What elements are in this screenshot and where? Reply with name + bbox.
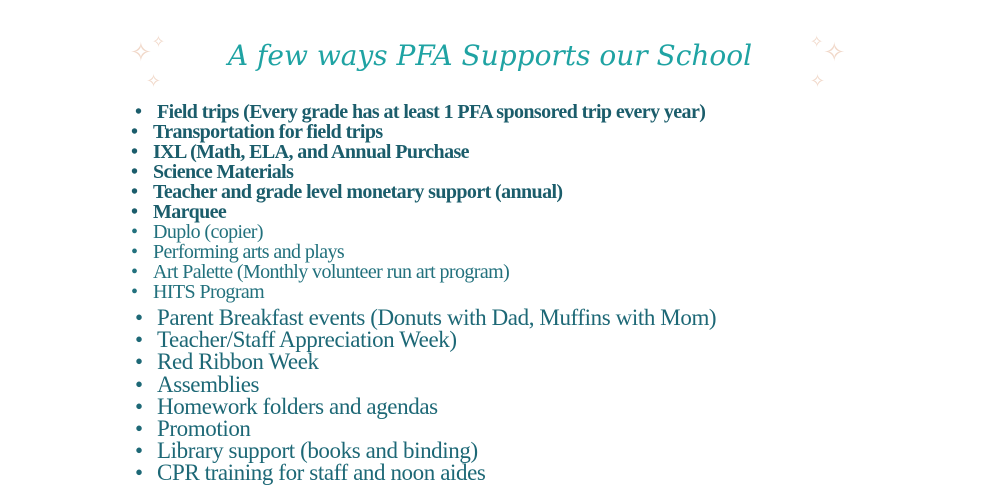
list-item: • Performing arts and plays xyxy=(153,242,701,262)
page-title: A few ways PFA Supports our School xyxy=(227,39,753,72)
list-item: • Transportation for field trips xyxy=(153,122,701,142)
list-item: • Art Palette (Monthly volunteer run art program) xyxy=(153,262,701,282)
sparkle-icon-right: ✧✧ ✧ xyxy=(810,34,846,91)
list-item: • Assemblies xyxy=(157,374,716,396)
support-list-2 xyxy=(157,307,716,485)
list-item: • Field trips (Every grade has at least 1 PFA sponsored trip every year) xyxy=(157,102,705,122)
support-list-1 xyxy=(153,101,706,303)
list-item: • CPR training for staff and noon aides xyxy=(157,462,716,484)
list-item: • Teacher and grade level monetary support (annual) xyxy=(153,182,701,202)
sparkle-icon-left: ✧✧ ✧ xyxy=(130,34,166,91)
list-item: • Parent Breakfast events (Donuts with Dad, Muffins with Mom) xyxy=(157,307,716,329)
list-item: • Marquee xyxy=(153,202,701,222)
list-item: • Homework folders and agendas xyxy=(157,396,716,418)
list-item: • IXL (Math, ELA, and Annual Purchase xyxy=(153,142,701,162)
list-item: • Promotion xyxy=(157,418,716,440)
list-item: • Science Materials xyxy=(153,162,701,182)
list-item: • Duplo (copier) xyxy=(153,222,701,242)
list-item: • HITS Program xyxy=(153,282,701,302)
list-item: • Library support (books and binding) xyxy=(157,440,716,462)
list-item: • Red Ribbon Week xyxy=(157,351,716,373)
list-item: • Teacher/Staff Appreciation Week) xyxy=(157,329,716,351)
